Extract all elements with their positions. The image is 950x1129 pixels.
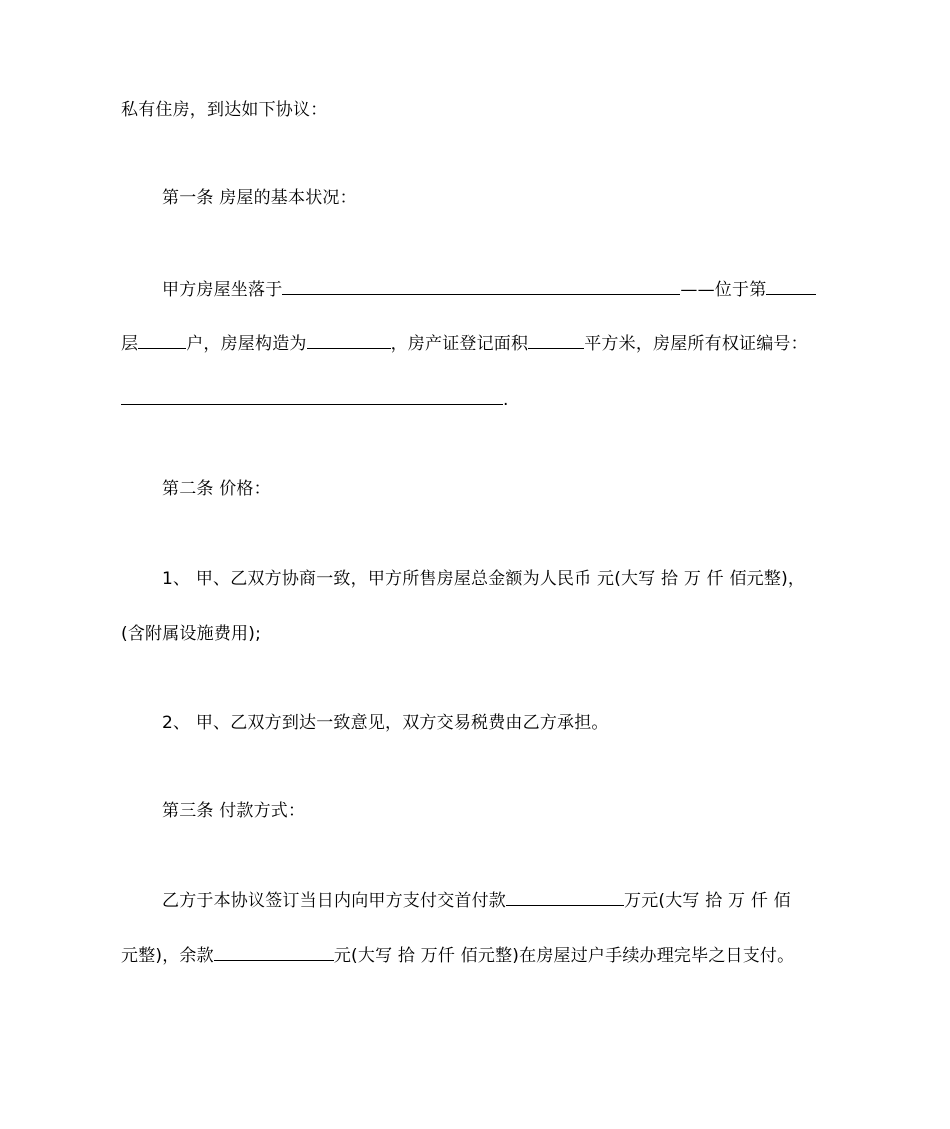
balance-blank: [214, 944, 334, 961]
article1-heading: 第一条 房屋的基本状况：: [162, 188, 357, 208]
area-label: ，房产证登记面积: [390, 334, 529, 354]
article2-heading: 第二条 价格：: [162, 479, 271, 499]
down-payment-unit: 万元(大写 拾 万 仟 佰: [624, 891, 791, 911]
floor-prefix: ——位于第: [680, 280, 767, 300]
article2-item2: 2、 甲、乙双方到达一致意见，双方交易税费由乙方承担。: [162, 713, 609, 733]
article3-line2: [121, 944, 841, 968]
article3-line1: [162, 889, 842, 913]
line-end: .: [503, 390, 509, 410]
unit-blank: [138, 332, 186, 349]
article1-certificate-line: [121, 388, 841, 412]
balance-terms: 元(大写 拾 万仟 佰元整)在房屋过户手续办理完毕之日支付。: [333, 946, 795, 966]
certificate-blank: [121, 388, 503, 405]
floor-suffix: 层: [121, 334, 139, 354]
balance-label: 元整)，余款: [121, 946, 214, 966]
area-blank: [528, 332, 584, 349]
certificate-label: 平方米，房屋所有权证编号：: [584, 334, 808, 354]
article1-structure-line: [121, 332, 841, 356]
article1-location-line: [162, 278, 842, 302]
floor-blank: [766, 278, 816, 295]
intro-line: 私有住房，到达如下协议：: [121, 100, 328, 120]
structure-blank: [307, 332, 391, 349]
down-payment-label: 乙方于本协议签订当日内向甲方支付交首付款: [162, 891, 506, 911]
location-label: 甲方房屋坐落于: [162, 280, 283, 300]
structure-label: 户，房屋构造为: [186, 334, 307, 354]
article2-item1-line2: (含附属设施费用);: [121, 624, 261, 644]
article2-item1-line1: 1、 甲、乙双方协商一致，甲方所售房屋总金额为人民币 元(大写 拾 万 仟 佰元整)，: [162, 569, 806, 589]
down-payment-blank: [506, 889, 624, 906]
location-blank: [282, 278, 680, 295]
article3-heading: 第三条 付款方式：: [162, 801, 306, 821]
